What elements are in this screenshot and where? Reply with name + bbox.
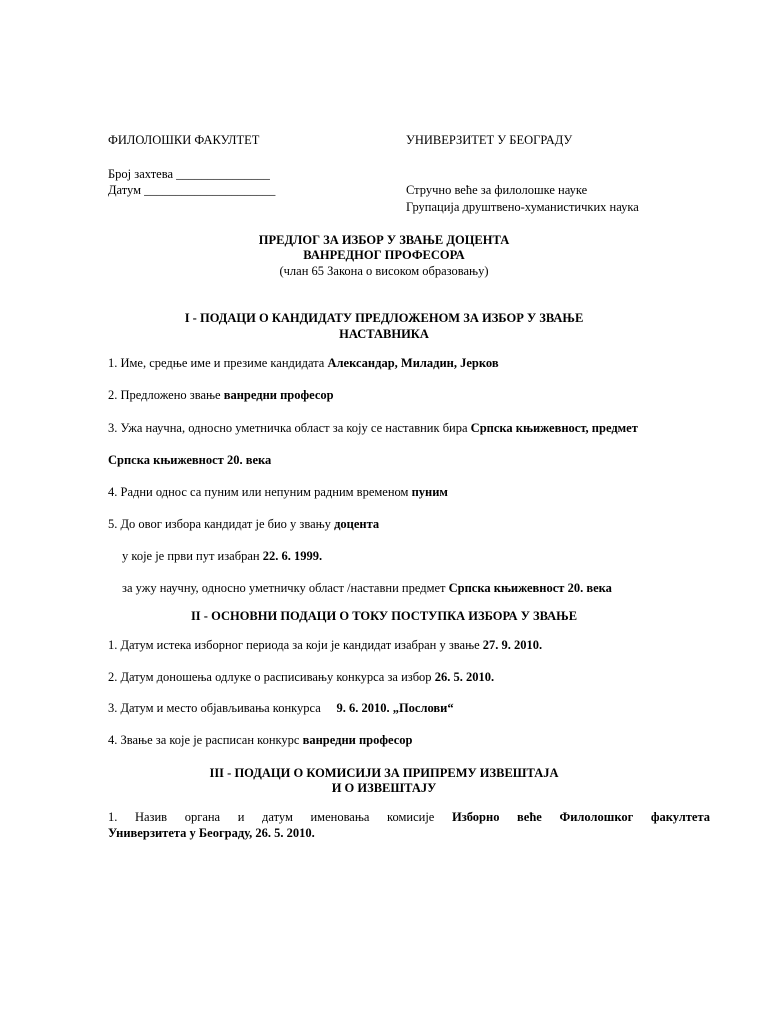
s1-item5-first-elected: у које је први пут изабран 22. 6. 1999. bbox=[122, 549, 323, 563]
request-number: Број захтева _______________ bbox=[108, 167, 270, 181]
s1-item2: 2. Предложено звање ванредни професор bbox=[108, 388, 334, 402]
s2-item2: 2. Датум доношења одлуке о расписивању конкурса за избор 26. 5. 2010. bbox=[108, 670, 495, 684]
group-name: Групација друштвено-хуманистичких наука bbox=[406, 200, 639, 214]
date-line: Датум _____________________ bbox=[108, 183, 276, 197]
section3-heading: III - ПОДАЦИ О КОМИСИЈИ ЗА ПРИПРЕМУ ИЗВЕШТАЈА bbox=[209, 766, 559, 780]
s1-item5-field: за ужу научну, односно уметничку област /наставни предмет Српска књижевност 20. века bbox=[122, 581, 612, 595]
document-title-law: (члан 65 Закона о високом образовању) bbox=[279, 264, 489, 278]
s1-item3: 3. Ужа научна, односно уметничка област за коју се наставник бира Српска књижевност, предмет bbox=[108, 421, 638, 435]
s1-item4: 4. Радни однос са пуним или непуним радним временом пуним bbox=[108, 485, 448, 499]
section1-heading: I - ПОДАЦИ О КАНДИДАТУ ПРЕДЛОЖЕНОМ ЗА ИЗБОР У ЗВАЊЕ bbox=[184, 311, 584, 325]
council-name: Стручно веће за филолошке науке bbox=[406, 183, 588, 197]
s2-item3: 3. Датум и место објављивања конкурса 9. 6. 2010. „Послови“ bbox=[108, 701, 454, 715]
s1-item3-cont: Српска књижевност 20. века bbox=[108, 453, 272, 467]
faculty-name: ФИЛОЛОШКИ ФАКУЛТЕТ bbox=[108, 133, 260, 147]
document-title-line1: ПРЕДЛОГ ЗА ИЗБОР У ЗВАЊЕ ДОЦЕНТА bbox=[258, 233, 510, 247]
section1-heading-cont: НАСТАВНИКА bbox=[339, 327, 429, 341]
document-title-line2: ВАНРЕДНОГ ПРОФЕСОРА bbox=[303, 248, 465, 262]
university-name: УНИВЕРЗИТЕТ У БЕОГРАДУ bbox=[406, 133, 573, 147]
s1-item5: 5. До овог избора кандидат је био у звању доцента bbox=[108, 517, 380, 531]
s1-item1: 1. Име, средње име и презиме кандидата Александар, Миладин, Јерков bbox=[108, 356, 499, 370]
s2-item1: 1. Датум истека изборног периода за који је кандидат изабран у звање 27. 9. 2010. bbox=[108, 638, 543, 652]
s3-item1: 1. Назив органа и датум именовања комисије Изборно веће Филолошког факултета Универзитета у Београду, 26. 5. 2010. bbox=[108, 810, 710, 840]
s2-item4: 4. Звање за које је расписан конкурс ванредни професор bbox=[108, 733, 413, 747]
section2-heading: II - ОСНОВНИ ПОДАЦИ О ТОКУ ПОСТУПКА ИЗБОРА У ЗВАЊЕ bbox=[190, 609, 578, 623]
section3-heading-cont: И О ИЗВЕШТАЈУ bbox=[331, 781, 437, 795]
